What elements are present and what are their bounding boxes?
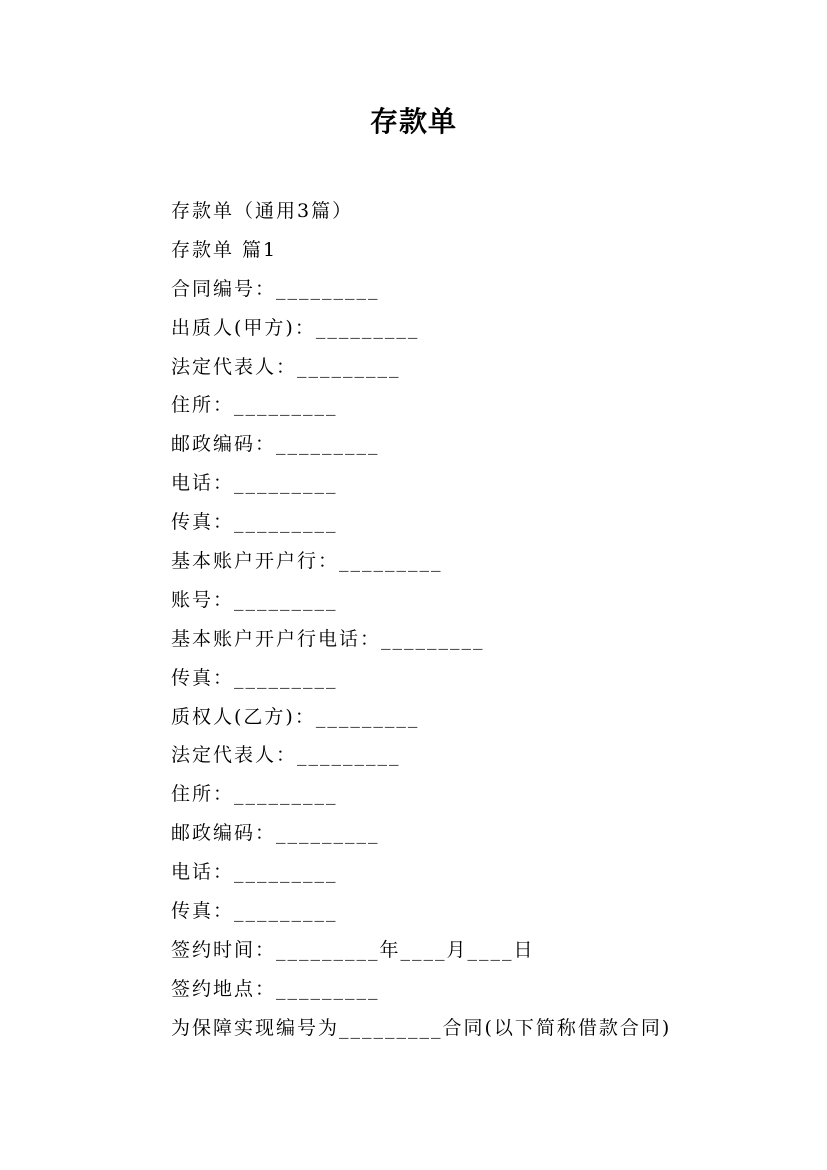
body-line: 基本账户开户行电话：_________ (171, 627, 485, 650)
body-line: 住所：_________ (171, 394, 338, 417)
body-line: 合同编号：_________ (171, 277, 380, 300)
body-line: 账号：_________ (171, 588, 338, 611)
body-line: 电话：_________ (171, 472, 338, 495)
body-line: 法定代表人：_________ (171, 355, 401, 378)
document-body (171, 192, 771, 1048)
body-line: 存款单（通用3篇） (171, 200, 354, 222)
body-line: 质权人(乙方)：_________ (171, 705, 420, 728)
body-line: 邮政编码：_________ (171, 822, 380, 845)
body-line: 电话：_________ (171, 861, 338, 884)
body-line: 为保障实现编号为_________合同(以下简称借款合同) (171, 1016, 672, 1039)
body-line: 存款单 篇1 (171, 238, 278, 261)
body-line: 住所：_________ (171, 783, 338, 806)
body-line: 签约地点：_________ (171, 977, 380, 1000)
body-line: 法定代表人：_________ (171, 744, 401, 767)
body-line: 基本账户开户行：_________ (171, 550, 443, 573)
document-title: 存款单 (369, 105, 457, 138)
body-line: 签约时间：_________年____月____日 (171, 938, 535, 961)
body-line: 邮政编码：_________ (171, 433, 380, 456)
body-line: 出质人(甲方)：_________ (171, 316, 420, 339)
body-line: 传真：_________ (171, 900, 338, 923)
body-line: 传真：_________ (171, 511, 338, 534)
body-line: 传真：_________ (171, 666, 338, 689)
